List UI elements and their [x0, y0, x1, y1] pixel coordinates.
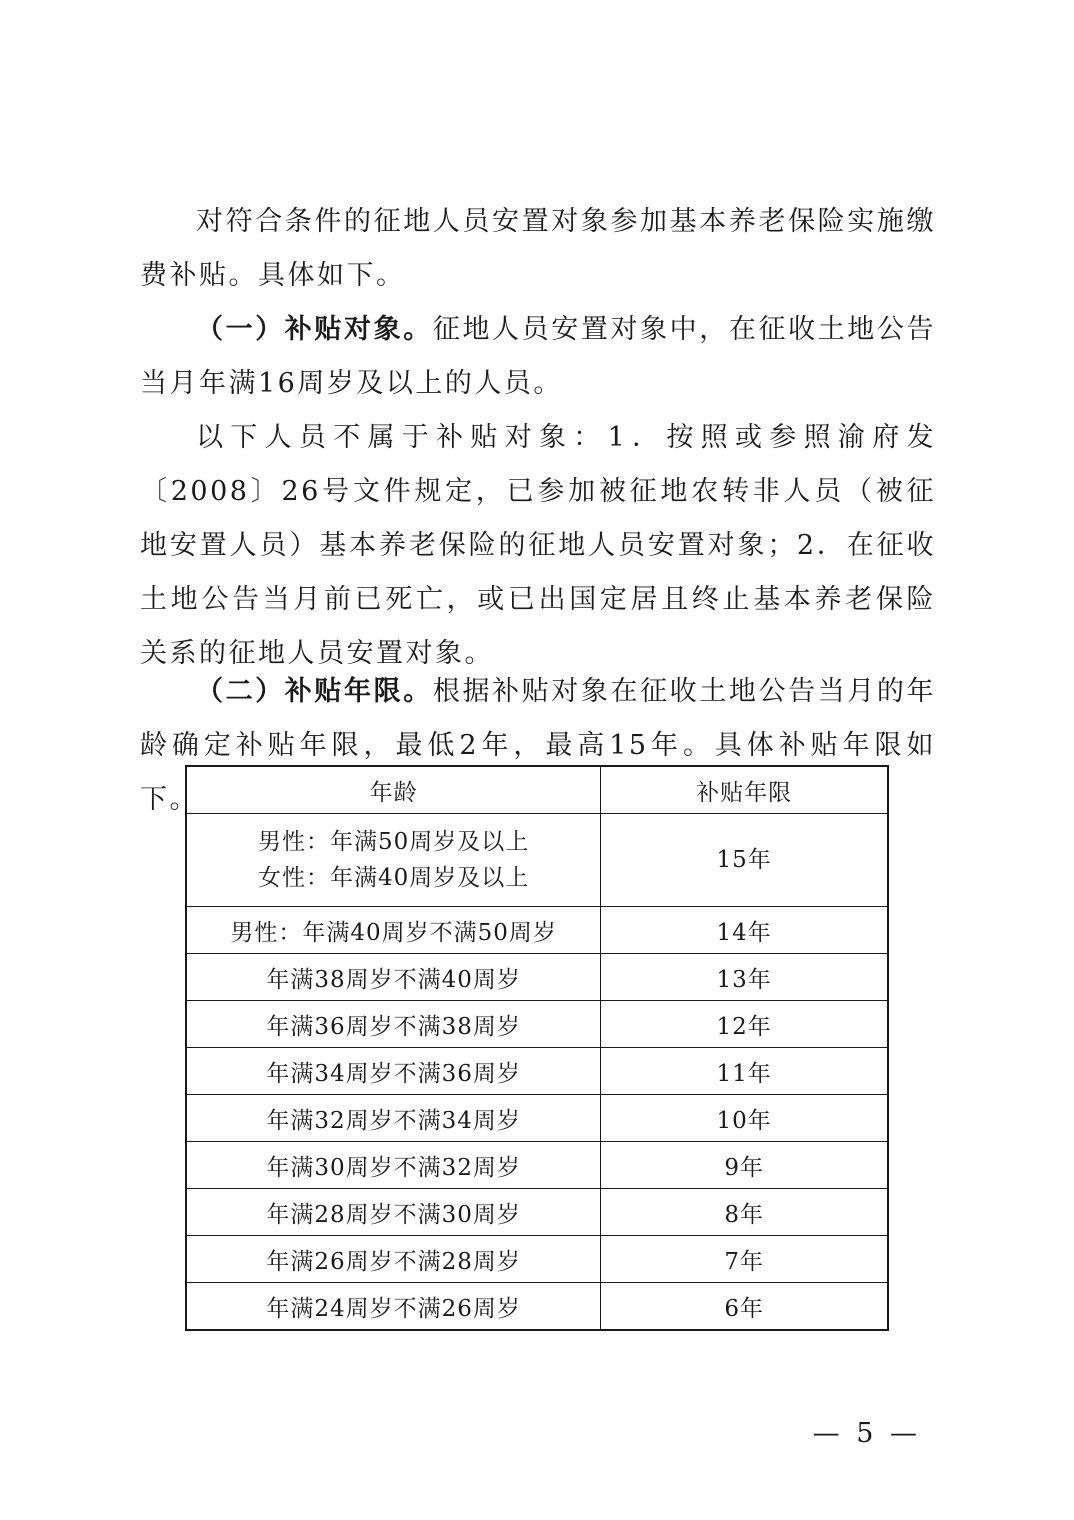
age-cell: 年满34周岁不满36周岁	[186, 1048, 601, 1095]
section-2-body: 根据补贴对象在征收土地公告当月的年龄确定补贴年限，最低2年，最高15年。具体补贴年限如下。	[140, 676, 937, 815]
age-cell: 年满28周岁不满30周岁	[186, 1189, 601, 1236]
years-cell: 9年	[601, 1142, 888, 1189]
table-row	[186, 1048, 888, 1095]
section-1-paragraph	[140, 303, 936, 411]
table-row	[186, 1236, 888, 1283]
section-1-heading: （一）补贴对象。	[196, 314, 433, 345]
subsidy-years-table	[185, 765, 889, 1331]
table-header-row	[186, 766, 888, 814]
age-cell: 年满30周岁不满32周岁	[186, 1142, 601, 1189]
age-cell-line: 女性：年满40周岁及以上	[258, 865, 530, 891]
table-row	[186, 1001, 888, 1048]
section-1-body: 征地人员安置对象中，在征收土地公告当月年满16周岁及以上的人员。	[140, 314, 937, 399]
age-cell	[186, 814, 601, 907]
table-row	[186, 1189, 888, 1236]
years-cell: 11年	[601, 1048, 888, 1095]
age-cell: 年满32周岁不满34周岁	[186, 1095, 601, 1142]
age-cell: 年满26周岁不满28周岁	[186, 1236, 601, 1283]
table-row	[186, 1283, 888, 1331]
age-column-header: 年龄	[186, 766, 601, 814]
years-cell: 12年	[601, 1001, 888, 1048]
age-cell: 年满36周岁不满38周岁	[186, 1001, 601, 1048]
intro-paragraph: 对符合条件的征地人员安置对象参加基本养老保险实施缴费补贴。具体如下。	[140, 206, 936, 291]
table-row	[186, 814, 888, 907]
years-cell: 15年	[601, 814, 888, 907]
years-cell: 7年	[601, 1236, 888, 1283]
table-row	[186, 954, 888, 1001]
age-cell-line: 男性：年满50周岁及以上	[258, 829, 530, 855]
age-cell: 年满24周岁不满26周岁	[186, 1283, 601, 1331]
years-cell: 13年	[601, 954, 888, 1001]
table-row	[186, 1095, 888, 1142]
table-row	[186, 907, 888, 954]
years-cell: 10年	[601, 1095, 888, 1142]
page-number: — 5 —	[812, 1418, 921, 1449]
exclusion-paragraph: 以下人员不属于补贴对象：1．按照或参照渝府发〔2008〕26号文件规定，已参加被征地农转非人员（被征地安置人员）基本养老保险的征地人员安置对象；2．在征收土地公告当月前已死亡，或已出国定居且终止基本养老保险关系的征地人员安置对象。	[140, 422, 936, 669]
section-2-heading: （二）补贴年限。	[196, 676, 433, 707]
age-cell: 年满38周岁不满40周岁	[186, 954, 601, 1001]
years-cell: 14年	[601, 907, 888, 954]
table-row	[186, 1142, 888, 1189]
age-cell: 男性：年满40周岁不满50周岁	[186, 907, 601, 954]
years-column-header: 补贴年限	[601, 766, 888, 814]
years-cell: 6年	[601, 1283, 888, 1331]
years-cell: 8年	[601, 1189, 888, 1236]
